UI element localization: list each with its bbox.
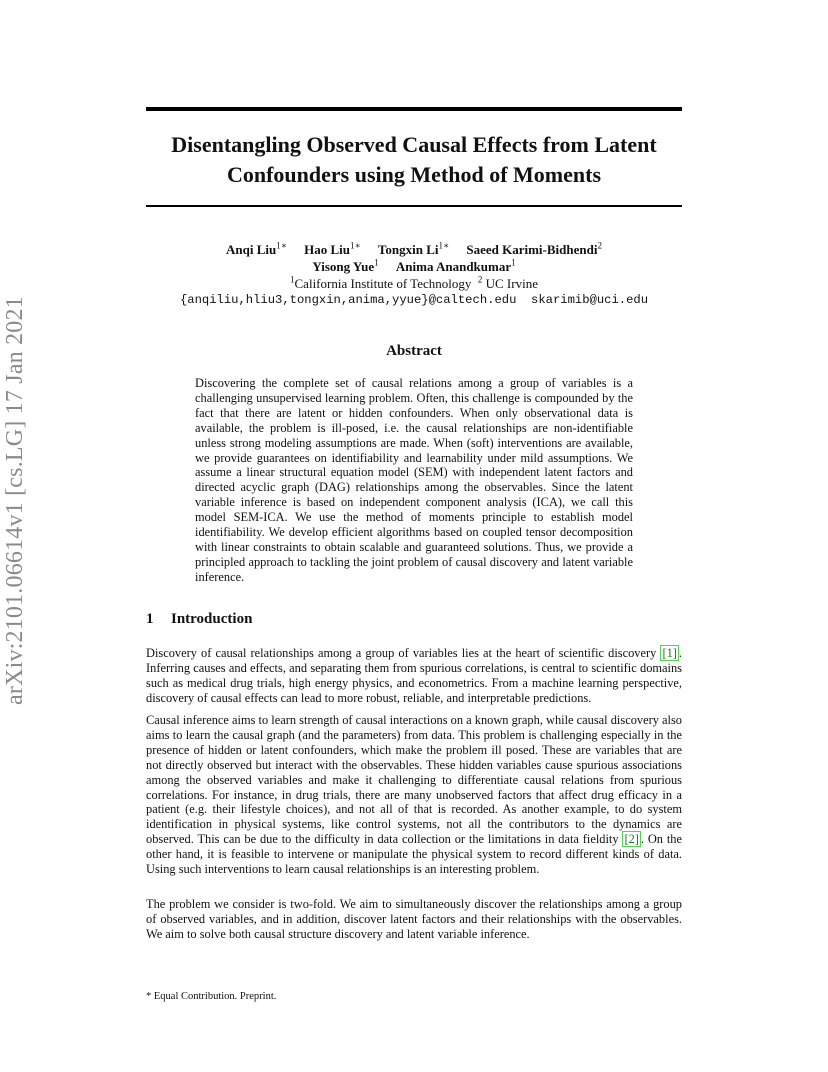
section-title: Introduction xyxy=(171,611,253,627)
section-number: 1 xyxy=(146,611,154,627)
affiliation-mark: 2 xyxy=(477,274,483,285)
paragraph-text: . Inferring causes and effects, and separating them from spurious correlations, is central to scientific domains such as medical drug trials, high energy physics, and econometrics. From a machine learning perspective, discovery of causal effects can lead to more robust, reliable, and interpretable predictions. xyxy=(146,646,682,705)
author-name: Anima Anandkumar xyxy=(395,259,512,274)
abstract-text: Discovering the complete set of causal relations among a group of variables is a challenging unsupervised learning problem. Often, this challenge is compounded by the fact that there are latent or hidden confounders. When only observational data is available, the problem is ill-posed, i.e. the causal relationships are non-identifiable unless strong modeling assumptions are made. When (soft) interventions are available, we provide guarantees on identifiability and learnability under mild assumptions. We assume a linear structural equation model (SEM) with independent latent factors and directed acyclic graph (DAG) relationships among the observables. Since the latent variable inference is based on independent component analysis (ICA), we call this model SEM-ICA. We use the method of moments principle to establish model identifiability. We develop efficient algorithms based on coupled tensor decomposition with linear constraints to obtain scalable and guaranteed solutions. Thus, we provide a principled approach to tackling the joint problem of causal discovery and latent variable inference. xyxy=(195,376,633,584)
author-name: Tongxin Li xyxy=(377,242,439,257)
author-mark: 1∗ xyxy=(350,240,361,251)
author-name: Saeed Karimi-Bidhendi xyxy=(466,242,598,257)
section-heading xyxy=(146,611,252,628)
paper-title: Disentangling Observed Causal Effects from Latent Confounders using Method of Moments xyxy=(171,132,657,187)
author-name: Hao Liu xyxy=(304,242,351,257)
citation-link[interactable]: [1] xyxy=(662,646,677,660)
author-mark: 1∗ xyxy=(276,240,287,251)
footnote: * Equal Contribution. Preprint. xyxy=(146,991,277,1002)
paragraph-text: . On the other hand, it is feasible to intervene or manipulate the physical system to record different kinds of data. Using such interventions to learn causal relationships is an interesting problem. xyxy=(146,832,682,877)
paragraph-text: Discovery of causal relationships among a group of variables lies at the heart of scientific discovery xyxy=(146,646,661,660)
affiliation-uci: UC Irvine xyxy=(485,276,538,291)
affiliation-mark: 1 xyxy=(290,274,295,285)
author-name: Anqi Liu xyxy=(226,242,277,257)
paragraph-text: Causal inference aims to learn strength of causal interactions on a known graph, while causal discovery also aims to learn the causal graph (and the parameters) from data. This problem is challenging especially in the presence of hidden or latent confounders, which make the problem ill posed. These are variables that are not directly observed but interact with the observables. These hidden variables cause spurious associations among the observed variables and make it challenging to differentiate causal relations from spurious correlations. For instance, in drug trials, there are many unobserved factors that affect drug efficacy in a patient (e.g. their lifestyle choices), and not all of that is recorded. As another example, to do system identification in physical systems, like control systems, not all the contributors to the dynamics are observed. This can be due to the difficulty in data collection or the limitations in data fieldity xyxy=(146,713,682,847)
author-emails: {anqiliu,hliu3,tongxin,anima,yyue}@caltech.edu skarimib@uci.edu xyxy=(179,293,649,307)
intro-paragraph-3: The problem we consider is two-fold. We aim to simultaneously discover the relationships among a group of observed variables, and in addition, discover latent factors and their relationships with the observables. We aim to solve both causal structure discovery and latent variable inference. xyxy=(146,897,682,941)
author-line-1 xyxy=(146,241,682,258)
affiliations xyxy=(146,275,682,292)
title-rule-bottom xyxy=(146,205,682,207)
author-block xyxy=(146,241,682,309)
title-rule-top xyxy=(146,107,682,111)
author-mark: 1∗ xyxy=(438,240,450,251)
author-mark: 1 xyxy=(374,257,379,268)
author-mark: 2 xyxy=(597,240,602,251)
affiliation-caltech: California Institute of Technology xyxy=(294,276,472,291)
citation-link[interactable]: [2] xyxy=(624,832,639,847)
author-name: Yisong Yue xyxy=(312,259,375,274)
author-line-2 xyxy=(146,258,682,275)
intro-paragraph-1 xyxy=(146,646,682,706)
intro-paragraph-2 xyxy=(146,713,682,877)
arxiv-identifier: arXiv:2101.06614v1 [cs.LG] 17 Jan 2021 xyxy=(2,296,28,705)
abstract-heading: Abstract xyxy=(386,343,442,359)
author-mark: 1 xyxy=(511,257,516,268)
